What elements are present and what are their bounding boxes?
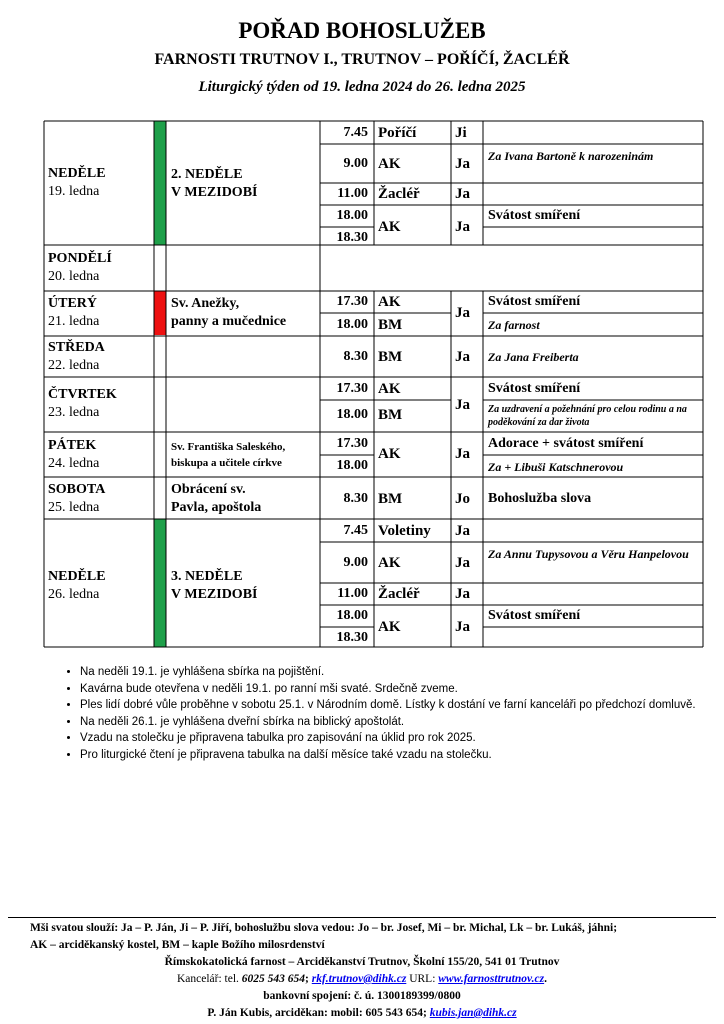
- mass-time: 18.00: [336, 208, 368, 223]
- url-label: URL:: [409, 973, 436, 985]
- day-name: ČTVRTEK: [48, 387, 117, 402]
- day-date: 26. ledna: [48, 587, 100, 602]
- feast-cell: [171, 295, 286, 331]
- mass-intention: Svátost smíření: [488, 608, 581, 623]
- mass-celebrant: Ja: [455, 586, 470, 602]
- mass-celebrant: Ja: [455, 446, 470, 462]
- mass-place: AK: [378, 294, 401, 310]
- mass-time: 18.30: [336, 230, 368, 245]
- day-date: 23. ledna: [48, 405, 100, 420]
- feast-line: V MEZIDOBÍ: [171, 587, 258, 602]
- footer-bank: bankovní spojení: č. ú. 1300189399/0800: [263, 990, 461, 1002]
- mass-celebrant: Ja: [455, 619, 470, 635]
- mass-place: AK: [378, 219, 401, 235]
- mass-place: AK: [378, 381, 401, 397]
- day-cell: [48, 568, 106, 604]
- mass-time: 11.00: [337, 586, 368, 601]
- day-name: NEDĚLE: [48, 166, 106, 181]
- mass-place: Žacléř: [378, 186, 420, 202]
- feast-cell: [171, 568, 257, 604]
- day-name: NEDĚLE: [48, 569, 106, 584]
- mass-place: Voletiny: [378, 523, 431, 539]
- mass-time: 7.45: [343, 523, 368, 538]
- mass-intention: Za Annu Tupysovou a Věru Hanpelovou: [488, 547, 689, 561]
- announcement-item: • Na neděli 26.1. je vyhlášena dveřní sbírka na biblický apoštolát.: [80, 714, 720, 731]
- office-email-link[interactable]: rkf.trutnov@dihk.cz: [311, 973, 407, 985]
- day-cell: [48, 165, 106, 201]
- mass-celebrant: Ja: [455, 349, 470, 365]
- mass-intention: Za Jana Freiberta: [488, 350, 579, 364]
- day-date: 22. ledna: [48, 358, 100, 373]
- mass-celebrant: Ja: [455, 156, 470, 172]
- mass-time: 18.30: [336, 630, 368, 645]
- day-name: ÚTERÝ: [48, 296, 98, 311]
- day-name: STŘEDA: [48, 340, 105, 355]
- feast-line: Sv. Františka Saleského,: [171, 441, 286, 453]
- feast-line: 2. NEDĚLE: [171, 167, 243, 182]
- mass-time: 8.30: [343, 349, 368, 364]
- day-date: 20. ledna: [48, 269, 100, 284]
- mass-place: BM: [378, 491, 403, 507]
- mass-celebrant: Ja: [455, 397, 470, 413]
- mass-time: 8.30: [343, 491, 368, 506]
- mass-intention: Za uzdravení a požehnání pro celou rodinu a na poděkování za dar života: [488, 404, 687, 428]
- mass-time: 17.30: [336, 436, 368, 451]
- mass-intention: Za + Libuši Katschnerovou: [488, 460, 624, 474]
- day-name: PÁTEK: [48, 438, 97, 453]
- mass-celebrant: Ja: [455, 523, 470, 539]
- mass-celebrant: Ja: [455, 305, 470, 321]
- mass-time: 11.00: [337, 186, 368, 201]
- footer-legend: Mši svatou slouží: Ja – P. Ján, Ji – P. Jiří, bohoslužbu slova vedou: Jo – br. Josef, Mi – br. Michal, Lk – br. Lukáš, jáhni;: [30, 922, 618, 934]
- mass-celebrant: Ja: [455, 555, 470, 571]
- footer-address: Římskokatolická farnost – Arciděkanství Trutnov, Školní 155/20, 541 01 Trutnov: [164, 956, 560, 968]
- mass-time: 18.00: [336, 458, 368, 473]
- feast-cell: [171, 481, 261, 517]
- day-cell: [48, 481, 105, 517]
- website-link[interactable]: www.farnosttrutnov.cz: [438, 973, 545, 985]
- feast-line: panny a mučednice: [171, 314, 287, 329]
- mass-intention: Za Ivana Bartoně k narozeninám: [488, 149, 654, 163]
- day-name: SOBOTA: [48, 482, 106, 497]
- announcement-item: • Vzadu na stolečku je připravena tabulka pro zapisování na úklid pro rok 2025.: [80, 730, 720, 747]
- footer-priest: [0, 1005, 724, 1022]
- mass-celebrant: Ji: [455, 125, 467, 141]
- announcements-list: [64, 664, 720, 763]
- footer-divider: [8, 917, 716, 918]
- mass-intention: Svátost smíření: [488, 294, 581, 309]
- office-phone: 6025 543 654: [241, 973, 306, 985]
- mass-place: BM: [378, 407, 403, 423]
- day-cell: [48, 437, 99, 473]
- feast-line: Sv. Anežky,: [171, 296, 240, 311]
- mass-place: Poříčí: [378, 125, 417, 141]
- mass-intention: Svátost smíření: [488, 208, 581, 223]
- office-label: Kancelář: tel.: [176, 973, 239, 985]
- mass-place: AK: [378, 446, 401, 462]
- priest-info: P. Ján Kubis, arciděkan: mobil: 605 543 654;: [207, 1007, 427, 1019]
- page-title: POŘAD BOHOSLUŽEB: [238, 18, 486, 43]
- day-date: 25. ledna: [48, 500, 100, 515]
- mass-place: AK: [378, 156, 401, 172]
- day-date: 24. ledna: [48, 456, 100, 471]
- mass-place: BM: [378, 317, 403, 333]
- mass-time: 7.45: [343, 125, 368, 140]
- mass-time: 17.30: [336, 294, 368, 309]
- mass-celebrant: Jo: [455, 491, 470, 507]
- mass-intention: Svátost smíření: [488, 381, 581, 396]
- day-cell: [48, 386, 117, 422]
- mass-time: 9.00: [343, 555, 368, 570]
- announcement-item: • Ples lidí dobré vůle proběhne v sobotu 25.1. v Národním domě. Lístky k dostání ve farní kanceláři po předchozí domluvě.: [80, 697, 720, 714]
- day-cell: [48, 295, 99, 331]
- mass-time: 18.00: [336, 608, 368, 623]
- day-date: 19. ledna: [48, 184, 100, 199]
- mass-time: 9.00: [343, 156, 368, 171]
- mass-celebrant: Ja: [455, 219, 470, 235]
- mass-time: 18.00: [336, 317, 368, 332]
- mass-place: AK: [378, 619, 401, 635]
- parish-subtitle: FARNOSTI TRUTNOV I., TRUTNOV – POŘÍČÍ, ŽACLÉŘ: [154, 51, 570, 68]
- day-cell: [48, 339, 105, 375]
- feast-cell: [171, 166, 257, 202]
- mass-intention: Za farnost: [488, 318, 540, 332]
- mass-time: 18.00: [336, 407, 368, 422]
- feast-line: Obrácení sv.: [171, 482, 246, 497]
- priest-email-link[interactable]: kubis.jan@dihk.cz: [429, 1007, 517, 1019]
- feast-line: biskupa a učitele církve: [171, 457, 282, 469]
- day-date: 21. ledna: [48, 314, 100, 329]
- day-name: PONDĚLÍ: [48, 251, 112, 266]
- mass-celebrant: Ja: [455, 186, 470, 202]
- day-cell: [48, 250, 112, 286]
- mass-place: Žacléř: [378, 586, 420, 602]
- mass-intention: Adorace + svátost smíření: [488, 436, 644, 451]
- footer-contacts: Kancelář: tel. 6025 543 654; rkf.trutnov@dihk.cz URL: www.farnosttrutnov.cz.: [176, 973, 548, 985]
- mass-place: BM: [378, 349, 403, 365]
- footer: [0, 920, 724, 1022]
- mass-intention: Bohoslužba slova: [488, 491, 592, 506]
- feast-line: Pavla, apoštola: [171, 500, 262, 515]
- feast-line: 3. NEDĚLE: [171, 569, 243, 584]
- mass-place: AK: [378, 555, 401, 571]
- mass-time: 17.30: [336, 381, 368, 396]
- week-range: Liturgický týden od 19. ledna 2024 do 26. ledna 2025: [198, 79, 526, 95]
- announcement-item: • Na neděli 19.1. je vyhlášena sbírka na pojištění.: [80, 664, 720, 681]
- footer-legend: AK – arciděkanský kostel, BM – kaple Božího milosrdenství: [30, 939, 325, 951]
- announcement-item: • Pro liturgické čtení je připravena tabulka na další měsíce také vzadu na stolečku.: [80, 747, 720, 764]
- feast-cell: [171, 439, 285, 471]
- feast-line: V MEZIDOBÍ: [171, 185, 258, 200]
- announcement-item: • Kavárna bude otevřena v neděli 19.1. po ranní mši svaté. Srdečně zveme.: [80, 681, 720, 698]
